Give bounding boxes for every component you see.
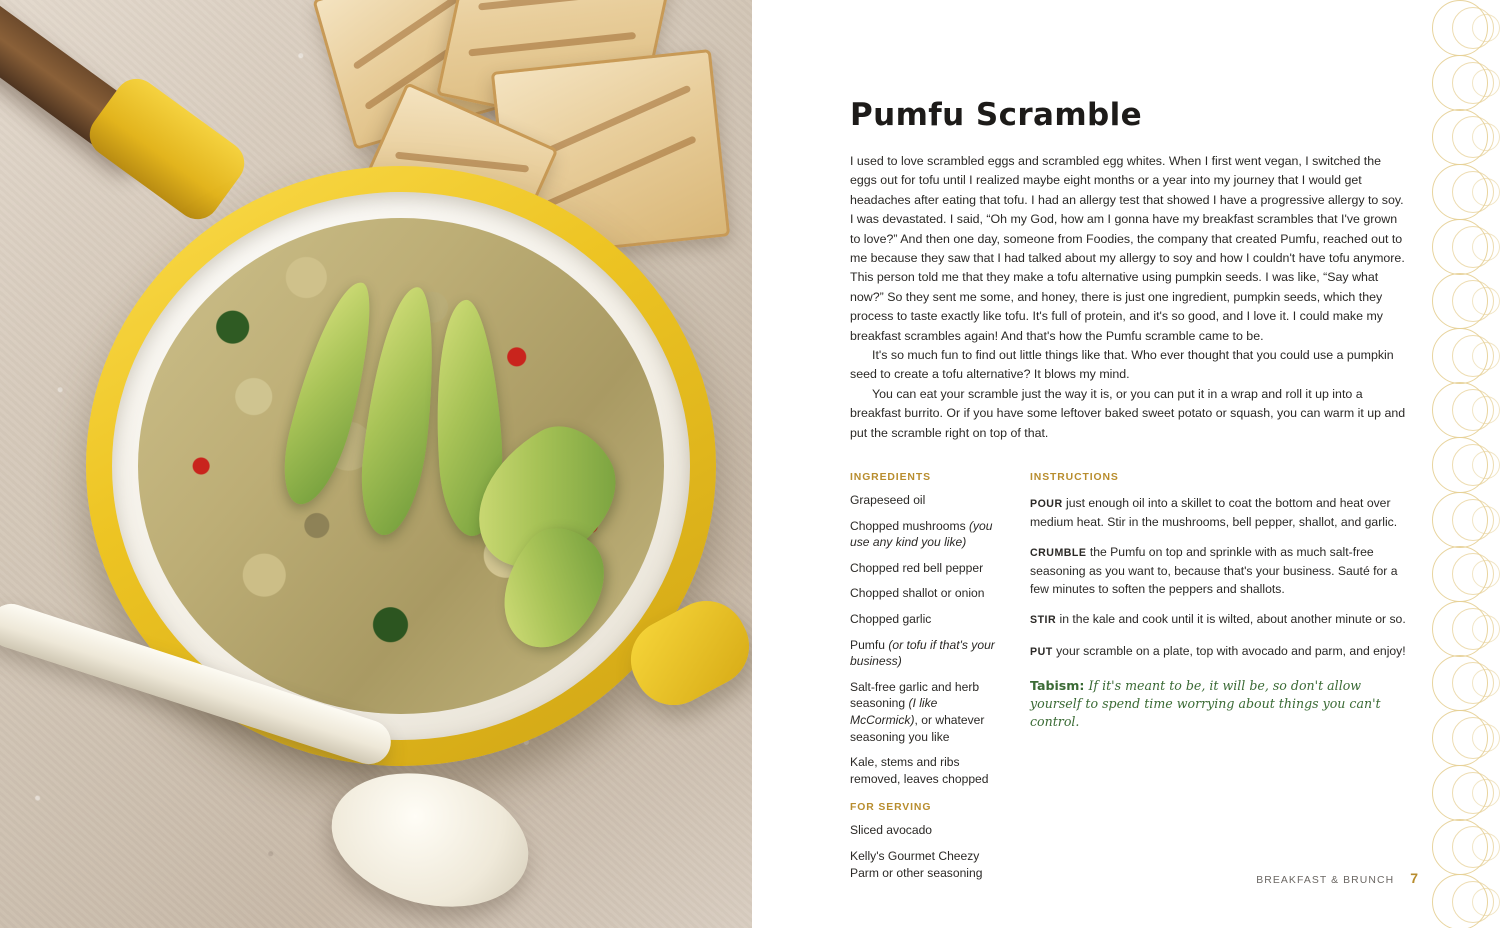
ingredient-note: (you use any kind you like): [850, 518, 993, 550]
instructions-heading: INSTRUCTIONS: [1030, 472, 1119, 483]
instruction-step: [1030, 643, 1406, 662]
ingredient-text: Chopped shallot or onion: [850, 586, 985, 601]
ingredient-text: Chopped mushrooms: [850, 518, 969, 533]
scallop-arc: [1472, 178, 1500, 206]
instructions-column: [1030, 472, 1406, 890]
ingredient-note: (or tofu if that's your business): [850, 637, 995, 669]
ingredient-text: Grapeseed oil: [850, 493, 926, 507]
scallop-arc: [1472, 888, 1500, 916]
scallop-arc: [1472, 724, 1500, 752]
scallop-arc: [1472, 69, 1500, 97]
scallop-arc: [1472, 506, 1500, 534]
scallop-arc: [1472, 342, 1500, 370]
for-serving-heading: FOR SERVING: [850, 802, 932, 814]
scallop-arc: [1472, 233, 1500, 261]
ingredients-list: [850, 492, 1002, 787]
scallop-arc: [1472, 287, 1500, 315]
instruction-step: [1030, 495, 1406, 531]
step-lead-word: POUR: [1030, 498, 1063, 511]
list-item: [850, 560, 1002, 577]
list-item: [850, 492, 1002, 509]
list-item: [850, 585, 1002, 602]
scallop-arc: [1472, 396, 1500, 424]
recipe-intro: [850, 152, 1406, 443]
scallop-arc: [1472, 779, 1500, 807]
page-number: 7: [1410, 870, 1418, 886]
list-item: [850, 679, 1002, 745]
ingredients-heading: INGREDIENTS: [850, 472, 931, 483]
intro-paragraph: You can eat your scramble just the way it is, or you can put it in a wrap and roll it up into a breakfast burrito. Or if you have some leftover baked sweet potato or squash, you can warm it up and put the scramble right on top of that.: [850, 386, 1406, 440]
tabism-text: If it's meant to be, it will be, so don't allow yourself to spend time worrying about things you can't control.: [1030, 678, 1381, 730]
tabism-callout: [1030, 677, 1406, 731]
ingredients-column: [850, 472, 1002, 890]
list-item: Sliced avocado: [850, 823, 933, 838]
scallop-arc: [1472, 669, 1500, 697]
chapter-name: BREAKFAST & BRUNCH: [1256, 875, 1395, 886]
ingredient-text: Pumfu: [850, 637, 889, 652]
instruction-step: [1030, 544, 1406, 598]
scallop-arc: [1472, 833, 1500, 861]
for-serving-list: [850, 822, 1002, 881]
step-lead-word: PUT: [1030, 645, 1053, 658]
step-text: just enough oil into a skillet to coat the bottom and heat over medium heat. Stir in the mushrooms, bell pepper, shallot, and garlic.: [1030, 496, 1398, 529]
scallop-arc: [1472, 451, 1500, 479]
scallop-arc: [1472, 14, 1500, 42]
list-item: [850, 611, 1002, 628]
step-lead-word: CRUMBLE: [1030, 547, 1087, 560]
ingredient-text: Kale, stems and ribs removed, leaves chopped: [850, 755, 989, 786]
recipe-columns: [850, 472, 1406, 890]
ingredient-text: Chopped garlic: [850, 611, 932, 626]
page-title: Pumfu Scramble: [850, 96, 1143, 133]
ingredient-tail: , or whatever seasoning you like: [850, 712, 985, 744]
ingredient-text: Chopped red bell pepper: [850, 560, 984, 575]
ingredient-text: Salt-free garlic and herb seasoning: [850, 679, 980, 711]
scallop-arc: [1472, 615, 1500, 643]
intro-paragraph: It's so much fun to find out little things like that. Who ever thought that you could use a pumpkin seed to create a tofu alternative? It blows my mind.: [850, 348, 1394, 382]
list-item: [850, 637, 1002, 670]
recipe-text-page: [752, 0, 1500, 928]
list-item: [850, 518, 1002, 551]
intro-paragraph: I used to love scrambled eggs and scrambled egg whites. When I first went vegan, I switched the eggs out for tofu until I realized maybe eight months or a year into my journey that I would get headaches after eating that tofu. I had an allergy test that showed I have a progressive allergy to soy. I was devastated. I said, “Oh my God, how am I gonna have my breakfast scrambles that I've grown to love?” And then one day, someone from Foodies, the company that created Pumfu, reached out to me because they saw that I had talked about my allergy to soy and how I couldn't have tofu anymore. This person told me that they make a tofu alternative using pumpkin seeds. I was like, “Say what now?” So they sent me some, and honey, there is just one ingredient, pumpkin seeds, which they process to taste exactly like tofu. It's full of protein, and it's so good, and I love it. I could make my breakfast scrambles again! And that's how the Pumfu scramble came to be.: [850, 154, 1405, 343]
decorative-scallop-border: [1426, 0, 1500, 928]
instruction-step: [1030, 611, 1406, 630]
list-item: [850, 754, 1002, 787]
list-item: Kelly's Gourmet Cheezy Parm or other seasoning: [850, 848, 983, 880]
step-text: your scramble on a plate, top with avocado and parm, and enjoy!: [1052, 643, 1406, 658]
step-text: in the kale and cook until it is wilted, about another minute or so.: [1056, 612, 1406, 627]
step-text: the Pumfu on top and sprinkle with as much salt-free seasoning as you want to, because that's your business. Sauté for a few minutes to soften the peppers and shallots.: [1030, 545, 1398, 596]
tabism-label: Tabism:: [1030, 678, 1085, 694]
scallop-arc: [1472, 123, 1500, 151]
ingredient-note: (I like McCormick): [850, 696, 938, 727]
page-footer: [1256, 870, 1418, 886]
step-lead-word: STIR: [1030, 614, 1057, 627]
scallop-arc: [1472, 560, 1500, 588]
